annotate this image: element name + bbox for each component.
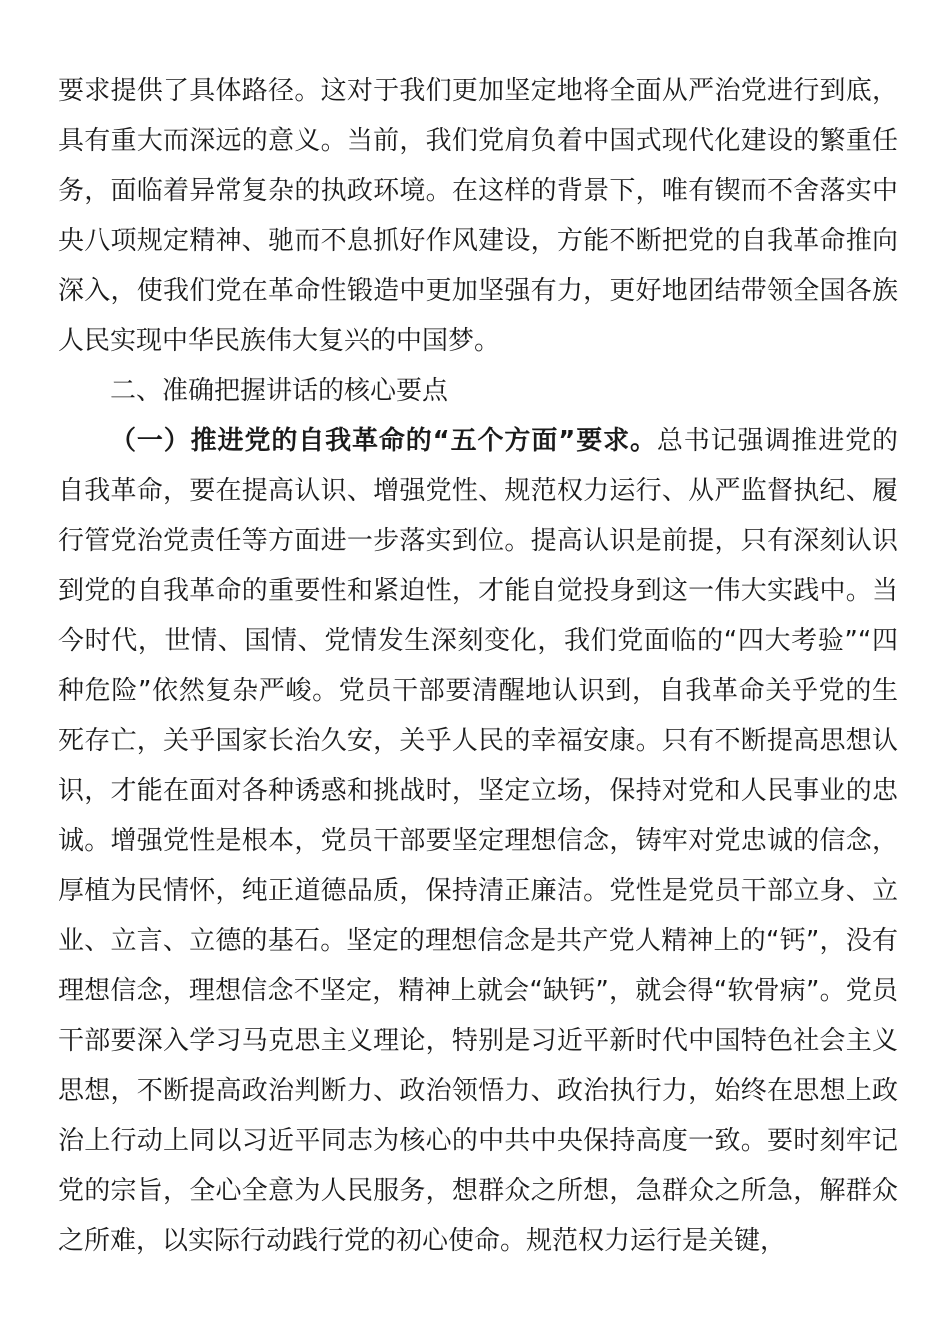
section-heading: 二、准确把握讲话的核心要点 (110, 376, 449, 406)
subsection-body: 总书记强调推进党的自我革命，要在提高认识、增强党性、规范权力运行、从严监督执纪、履行管党治党责任等方面进一步落实到位。提高认识是前提，只有深刻认识到党的自我革命的重要性和紧迫性，才能自觉投身到这一伟大实践中。当今时代，世情、国情、党情发生深刻变化，我们党面临的“四大考验”“四种危险”依然复杂严峻。党员干部要清醒地认识到，自我革命关乎党的生死存亡，关乎国家长治久安，关乎人民的幸福安康。只有不断提高思想认识，才能在面对各种诱惑和挑战时，坚定立场，保持对党和人民事业的忠诚。增强党性是根本，党员干部要坚定理想信念，铸牢对党忠诚的信念，厚植为民情怀，纯正道德品质，保持清正廉洁。党性是党员干部立身、立业、立言、立德的基石。坚定的理想信念是共产党人精神上的“钙”，没有理想信念，理想信念不坚定，精神上就会“缺钙”，就会得“软骨病”。党员干部要深入学习马克思主义理论，特别是习近平新时代中国特色社会主义思想，不断提高政治判断力、政治领悟力、政治执行力，始终在思想上政治上行动上同以习近平同志为核心的中共中央保持高度一致。要时刻牢记党的宗旨，全心全意为人民服务，想群众之所想，急群众之所急，解群众之所难，以实际行动践行党的初心使命。规范权力运行是关键， (58, 426, 898, 1256)
paragraph-subsection-one (58, 416, 898, 1266)
subsection-lead-bold: （一）推进党的自我革命的“五个方面”要求。 (110, 426, 657, 456)
paragraph-continuation: 要求提供了具体路径。这对于我们更加坚定地将全面从严治党进行到底，具有重大而深远的意义。当前，我们党肩负着中国式现代化建设的繁重任务，面临着异常复杂的执政环境。在这样的背景下，唯有锲而不舍落实中央八项规定精神、驰而不息抓好作风建设，方能不断把党的自我革命推向深入，使我们党在革命性锻造中更加坚强有力，更好地团结带领全国各族人民实现中华民族伟大复兴的中国梦。 (58, 76, 898, 356)
document-body (58, 66, 898, 1266)
